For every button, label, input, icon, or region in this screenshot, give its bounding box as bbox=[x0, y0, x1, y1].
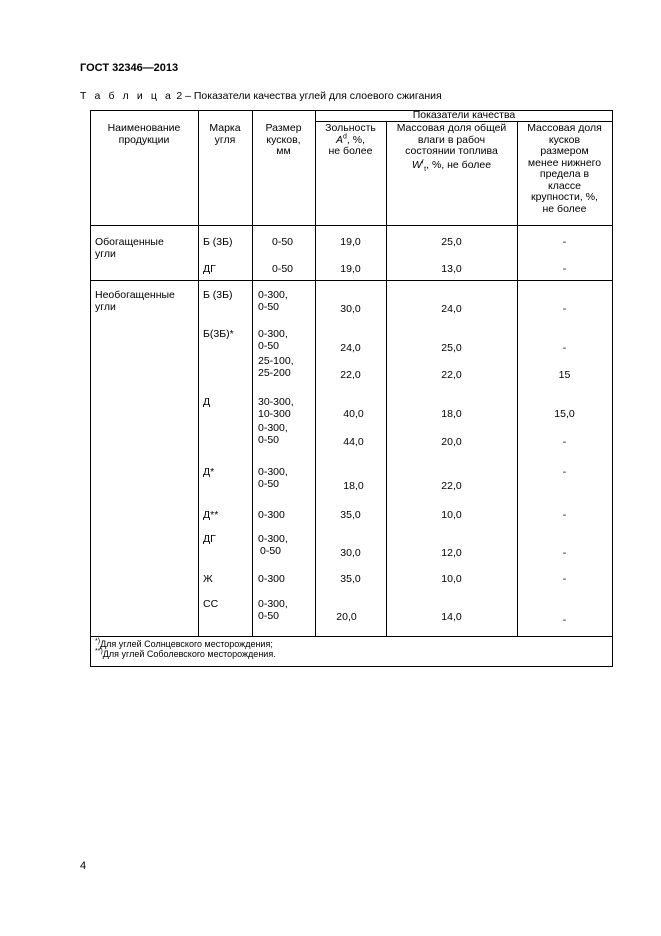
size-cell: 0-300, 0-50 bbox=[258, 598, 288, 622]
grade-cell: Д** bbox=[203, 509, 219, 521]
grade-cell: Б(3Б)* bbox=[203, 328, 234, 340]
grade-cell: Ж bbox=[203, 573, 213, 585]
page-number: 4 bbox=[80, 860, 87, 872]
size-cell: 0-300, 0-50 bbox=[258, 289, 288, 313]
ash-cell: 44,0 bbox=[343, 436, 364, 448]
table-left-border bbox=[90, 110, 91, 667]
ash-cell: 18,0 bbox=[343, 480, 364, 492]
header-bottom-rule bbox=[90, 225, 613, 226]
grade-cell: Д bbox=[203, 396, 211, 408]
size-cell: 25-100, 25-200 bbox=[258, 355, 294, 379]
footnotes bbox=[95, 639, 605, 659]
moisture-cell: 24,0 bbox=[441, 303, 462, 315]
ash-cell: 35,0 bbox=[340, 573, 361, 585]
header-fines: Массовая доля кусков размером менее нижнего предела в классе крупности, %, не более bbox=[527, 122, 602, 215]
grade-cell: СС bbox=[203, 598, 219, 610]
ash-cell: 19,0 bbox=[340, 236, 361, 248]
grade-cell: ДГ bbox=[203, 263, 216, 275]
footnote-2: **)Для углей Соболевского месторождения. bbox=[95, 648, 276, 659]
size-cell: 0-300 bbox=[258, 573, 285, 585]
moisture-cell: 12,0 bbox=[441, 547, 462, 559]
ash-cell: 24,0 bbox=[340, 342, 361, 354]
size-cell: 0-300, 0-50 bbox=[258, 466, 288, 490]
size-cell: 0-50 bbox=[272, 263, 294, 275]
group-name-enriched: Обогащенные угли bbox=[95, 236, 164, 260]
group-name-non-enriched: Необогащенные угли bbox=[95, 289, 175, 313]
size-cell: 0-300, 0-50 bbox=[258, 533, 288, 557]
moisture-cell: 14,0 bbox=[441, 611, 462, 623]
document-code: ГОСТ 32346—2013 bbox=[80, 62, 179, 74]
caption-label: Т а б л и ц а bbox=[80, 90, 174, 102]
caption-text: – Показатели качества углей для слоевого сжигания bbox=[185, 90, 442, 102]
ash-cell: 40,0 bbox=[343, 408, 364, 420]
table-caption bbox=[80, 90, 442, 102]
moisture-cell: 10,0 bbox=[441, 509, 462, 521]
size-cell: 0-50 bbox=[272, 236, 294, 248]
size-cell: 30-300, 10-300 bbox=[258, 396, 294, 420]
moisture-cell: 25,0 bbox=[441, 342, 462, 354]
grade-cell: ДГ bbox=[203, 533, 216, 545]
moisture-cell: 10,0 bbox=[441, 573, 462, 585]
ash-cell: 30,0 bbox=[340, 303, 361, 315]
ash-cell: 22,0 bbox=[340, 369, 361, 381]
caption-number: 2 bbox=[176, 90, 183, 102]
grade-cell: Д* bbox=[203, 466, 215, 478]
moisture-cell: 20,0 bbox=[441, 436, 462, 448]
table-right-border bbox=[612, 110, 613, 667]
fines-cell: - bbox=[562, 573, 567, 585]
fines-cell: - bbox=[562, 466, 567, 478]
size-cell: 0-300, 0-50 bbox=[258, 422, 288, 446]
table-bottom-border bbox=[90, 666, 613, 667]
fines-cell: - bbox=[562, 614, 567, 626]
group-separator bbox=[90, 280, 613, 281]
moisture-cell: 22,0 bbox=[441, 480, 462, 492]
footnote-rule bbox=[90, 636, 613, 637]
ash-cell: 30,0 bbox=[340, 547, 361, 559]
fines-cell: - bbox=[562, 342, 567, 354]
header-quality-group: Показатели качества bbox=[412, 109, 516, 121]
footnote-1: *)Для углей Солнцевского месторождения; bbox=[95, 638, 273, 649]
fines-cell: - bbox=[562, 236, 567, 248]
header-moisture: Массовая доля общей влаги в рабоч состоянии топлива $W^r_t$, %, не более bbox=[396, 122, 507, 173]
fines-cell: 15 bbox=[558, 369, 571, 381]
col-rule-1 bbox=[198, 110, 199, 636]
col-rule-2 bbox=[252, 110, 253, 636]
ash-cell: 35,0 bbox=[340, 509, 361, 521]
fines-cell: - bbox=[562, 509, 567, 521]
size-cell: 0-300 bbox=[258, 509, 285, 521]
header-size: Размер кусков, мм bbox=[265, 122, 302, 157]
ash-cell: 19,0 bbox=[340, 263, 361, 275]
moisture-cell: 18,0 bbox=[441, 408, 462, 420]
moisture-cell: 13,0 bbox=[441, 263, 462, 275]
fines-cell: - bbox=[562, 263, 567, 275]
fines-cell: - bbox=[562, 436, 567, 448]
ash-cell: 20,0 bbox=[336, 611, 357, 623]
header-product: Наименование продукции bbox=[107, 122, 181, 146]
fines-cell: 15,0 bbox=[554, 408, 575, 420]
grade-cell: Б (3Б) bbox=[203, 236, 233, 248]
moisture-cell: 25,0 bbox=[441, 236, 462, 248]
fines-cell: - bbox=[562, 547, 567, 559]
size-cell: 0-300, 0-50 bbox=[258, 328, 288, 352]
moisture-cell: 22,0 bbox=[441, 369, 462, 381]
quality-table bbox=[90, 110, 613, 667]
grade-cell: Б (3Б) bbox=[203, 289, 233, 301]
header-ash: Зольность $A^d$, %, не более bbox=[325, 122, 376, 157]
header-grade: Марка угля bbox=[209, 122, 241, 146]
fines-cell: - bbox=[562, 303, 567, 315]
